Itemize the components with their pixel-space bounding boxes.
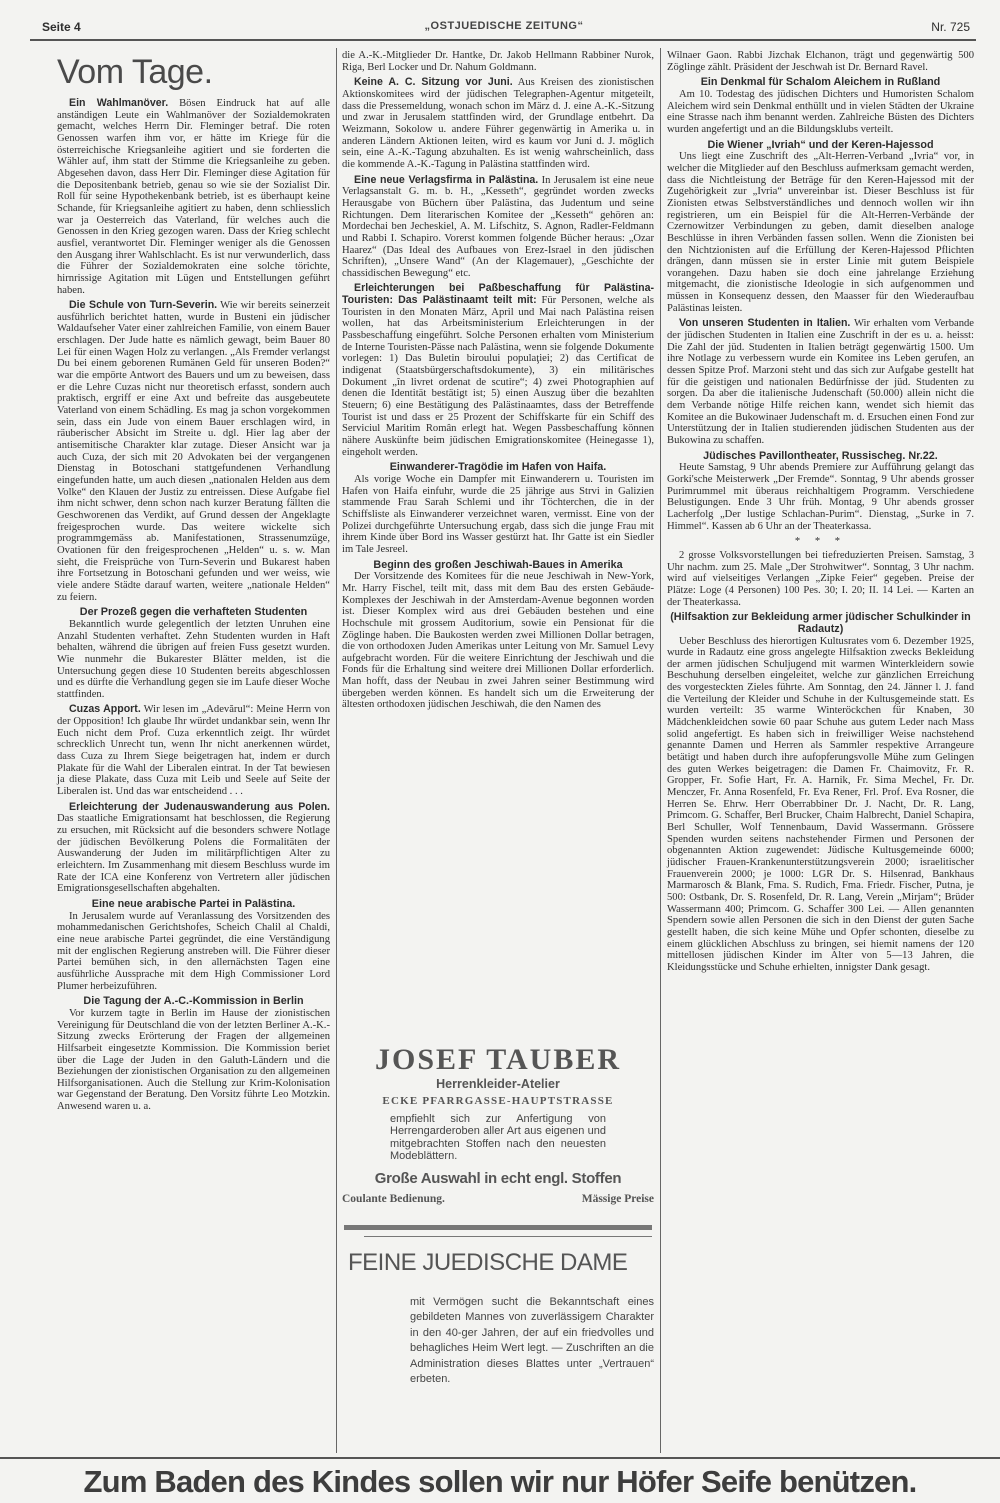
- ad-street: ECKE PFARRGASSE-HAUPTSTRASSE: [382, 1095, 614, 1107]
- article-text: Am 10. Todestag des jüdischen Dichters und Humoristen Schalom Aleichem wird sein Denkmal enthüllt und in vielen Städten der Ukraine eine Strasse nach ihm benannt werden. Zahlreiche Büsten des Dichters wurden angefertigt und an die Bildungsklubs verteilt.: [667, 88, 974, 135]
- article-paragraph: [57, 704, 330, 797]
- article-heading: Keine A. C. Sitzung vor Juni.: [354, 76, 513, 89]
- article-paragraph: [667, 89, 974, 136]
- section-title: Vom Tage.: [57, 53, 213, 91]
- article-paragraph: [342, 474, 654, 556]
- article-heading: Die Schule von Turn-Severin.: [69, 299, 218, 312]
- article-paragraph: [342, 571, 654, 711]
- article-paragraph: [342, 175, 654, 280]
- article-heading: Einwanderer-Tragödie im Hafen von Haifa.: [389, 461, 607, 474]
- article-heading: Der Prozeß gegen die verhafteten Studenten: [79, 606, 308, 619]
- article-text: Für Personen, welche als Touristen in den Monaten März, April und Mai nach Palästina reisen wollen, hat das Arbeitsministerium Erleichterungen in der Passbeschaffung eingeführt. Solche Personen erhalten vom Ministerium de Interne Touristen-Pässe nach Palästina, wenn sie folgende Dokumente vorlegen: 1) Das Buletin biroului populaţiei; 2) das Certificat de indigenat (Staatsbürgerschaftsdokumente), 3) ein militärisches Dokument „în livret ordenat de scutire“; 4) zwei Photographien auf denen die Identität bestätigt ist; 5) einen Auszug über die bezahlten Steuern; 6) eine Bestätigung des Palästinaamtes, dass der Betreffende Tourist ist und dass er 25 Prozent der Schiffskarte für ein Schiff des Serviciul Maritim Român erlegt hat. Wegen Passbeschaffung können nähere Auskünfte beim jüdischen Emigrationskomitee (Heinegasse 1), eingeholt werden.: [342, 295, 654, 458]
- ad-headline: Große Auswahl in echt engl. Stoffen: [374, 1170, 622, 1188]
- article-text: Wir erhalten vom Verbande der jüdischen Studenten in Italien eine Zuschrift in der es u. a. heisst: Die Zahl der jüd. Studenten in Italien beträgt gegenwärtig 1500. Um ihre Notlage zu verbessern wurde ein Komitee ins Leben gerufen, an dessen Spitze Prof. Marzoni steht und das sich zur Aufgabe gestellt hat für die geistigen und nationalen Bedürfnisse der jüd. Studenten zu sorgen. Da aber die italienische Judenschaft (50.000) allein nicht die dem Verbande nötige Hilfe reichen kann, wendet sich hiemit das Komitee an die Bukowinaer Judenschaft m. d. Ersuchen einen Fond zur Unterstützung der in Italien studierenden jüdischen Studenten aus der Bukowina zu schaffen.: [667, 318, 974, 446]
- article-text: Als vorige Woche ein Dampfer mit Einwanderern u. Touristen im Hafen von Haifa einfuhr, wurde die 25 jährige aus Strvi in Galizien stammende Frau Sarah Schlemi und ihr Töchterchen, die in der Schiffsliste als Einwanderer verzeichnet waren, vermisst. Eine von der Polizei durchgeführte Untersuchung ergab, dass sich die junge Frau mit ihrem Kinde über Bord ins Wasser gestürzt hat. Ihr Gatte ist ein Siedler im Tale Jesreel.: [342, 473, 654, 555]
- ad-note-left: Coulante Bedienung.: [342, 1193, 445, 1206]
- article-heading: Eine neue Verlagsfirma in Palästina.: [354, 173, 539, 186]
- separator-stars: * * *: [794, 536, 847, 548]
- article-paragraph: [342, 50, 654, 73]
- article-paragraph: [667, 636, 974, 974]
- advertisement-feine-juedische-dame: [342, 1243, 654, 1387]
- column-divider: [336, 48, 337, 1453]
- column-1: [57, 98, 330, 1117]
- column-2: [342, 50, 654, 715]
- article-paragraph: [57, 911, 330, 993]
- article-heading: Beginn des großen Jeschiwah-Baues in Amerika: [373, 558, 623, 571]
- article-text: Das staatliche Emigrationsamt hat beschlossen, die Regierung zu ersuchen, mit Rücksicht auf die besonders schwere Notlage der jüdischen Bevölkerung Polens die Formalitäten der Auswanderung der Juden im militärpflichtigen Alter zu erleichtern. Im Zusammenhang mit diesem Beschluss wurde im Rate der ICA eine Konferenz von Vertretern aller jüdischen Emigrationsgesellschaften abgehalten.: [57, 813, 330, 895]
- article-paragraph: [667, 151, 974, 314]
- article-heading: Die Wiener „Ivriah“ und der Keren-Hajessod: [707, 138, 934, 151]
- ad-separator: [344, 1225, 652, 1230]
- article-heading: Erleichterungen bei Paßbeschaffung für Palästina-Touristen: Das Palästinaamt teilt mit:: [342, 282, 654, 307]
- article-paragraph: [57, 802, 330, 895]
- article-text: In Jerusalem wurde auf Veranlassung des Vorsitzenden des mohammedanischen Gerichtshofes, Scheich Chalil al Chaldi, eine neue arabische Partei gegründet, die eine Verständigung mit der englischen Regierung anstreben will. Die Führer dieser Partei bemühen sich, in den allernächsten Tagen eine ausführliche Aussprache mit dem High Commissioner Lord Plumer herbeizuführen.: [57, 910, 330, 992]
- header-rule: [30, 39, 976, 41]
- article-paragraph: [342, 283, 654, 458]
- article-text: Bösen Eindruck hat auf alle anständigen Leute ein Wahlmanöver der Sozialdemokraten gemacht, welches Herrn Dir. Fleminger betraf. Die roten Genossen warfen ihm vor, er hätte im Kriege für die österreichische Kriegsanleihe agitiert und sie forderten die Wähler auf, ihm statt der Stimme die Kriegsanleihe zu geben. Abgesehen davon, dass Herr Dir. Fleminger diese Agitation für die Depositenbank betrieb, genau so wie sie der Sozialist Dir. Roll für seine Hypothekenbank betrieb, ist es überhaupt keine Schande, für Kriegsanleihe agitiert zu haben, denn schliesslich war ja Oesterreich das Vaterland, für welches auch die Genossen in den Krieg gezogen waren. Dass der Krieg schlecht ausfiel, verantwortet Dir. Fleminger weniger als die Genossen den Ausgang ihrer Wahlschlacht. Es ist nur verwunderlich, dass die Führer der Sozialdemokraten eine solche törichte, hirnrissige Agitation mit Lügen und Entstellungen geführt haben.: [57, 98, 330, 296]
- article-text: Uns liegt eine Zuschrift des „Alt-Herren-Verband „Ivria“ vor, in welcher die Mitglieder auf den Beschluss aufmerksam gemacht werden, dass die Nichtleistung der Beträge für den Keren-Hajessod mit der Zugehörigkeit zur „Ivria“ unvereinbar ist. Dieser Beschluss ist für Zionisten etwas Selbstverständliches und dennoch wollen wir ihn registrieren, um ein Beispiel für die Alt-Herren-Verbände der Czernowitzer Verbindungen zu geben, damit dieselben analoge Beschlüsse in ihren Verbänden fassen sollen. Wenn die Zionisten bei den Nichtzionisten auf die Erfüllung der Keren-Hajessod Pflichten drängen, dann müssen sie in erster Linie mit gutem Beispiele vorangehen. Dazu haben sie doch eine jahrelange Erziehung mitgemacht, die zionistische Ideologie in sich aufgenommen und müssen in Konsequenz dessen, den Maasser für den Wiederaufbau Palästinas leisten.: [667, 151, 974, 314]
- article-heading: Erleichterung der Judenauswanderung aus Polen.: [69, 800, 330, 813]
- article-text: Heute Samstag, 9 Uhr abends Premiere zur Aufführung gelangt das Gorki'sche Meisterwerk „Der Fremde“. Sonntag, 9 Uhr abends grosser Purimrummel mit überaus reichhaltigem Programm. Verschiedene Belustigungen. Ende 3 Uhr früh. Montag, 9 Uhr abends grosser Lacherfolg „Der lustige Schlachan-Purim“. Dienstag, „Surke in 7. Himmel“. Kassen ab 6 Uhr an der Theaterkassa.: [667, 462, 974, 532]
- article-paragraph: [57, 98, 330, 296]
- article-heading: Cuzas Apport.: [69, 703, 141, 716]
- banner-text: Zum Baden des Kindes sollen wir nur Höfer Seife benützen.: [83, 1464, 917, 1499]
- ad-note-right: Mässige Preise: [581, 1193, 654, 1206]
- article-text: Der Vorsitzende des Komitees für die neue Jeschiwah in New-York, Mr. Harry Fischel, teilt mit, dass mit dem Bau des ersten Gebäude-Komplexes der Jeschiwah in der Amsterdam-Avenue begonnen worden ist. Dieser Komplex wird aus drei Gebäuden bestehen und eine Hochschule mit grossem Auditorium, sowie ein Pensionat für die Zöglinge haben. Die Baukosten werden zwei Millionen Dollar betragen, die von orthodoxen Juden Amerikas unter Leitung von Mr. Samuel Levy aufgebracht worden. Für die weitere Einrichtung der Jeschiwah und die Fonds für die Erhaltung sind weitere drei Millionen Dollar erforderlich. Man hofft, dass der Neubau in zwei Jahren seiner Bestimmung wird übergeben werden können. Es handelt sich um die Erweiterung der ältesten orthodoxen jüdischen Jeschiwah, die den Namen des: [342, 571, 654, 711]
- article-heading: Ein Wahlmanöver.: [69, 97, 169, 109]
- article-paragraph: [667, 50, 974, 73]
- page-header: [30, 14, 978, 36]
- article-text: Aus Kreisen des zionistischen Aktionskomitees wird der jüdischen Telegraphen-Agentur mitgeteilt, dass die Pressemeldung, wonach schon im März d. J. eine A.-K.-Sitzung und zwar in Jerusalem stattfinden wird, der Grundlage entbehrt. Da Weizmann, Sokolow u. andere Führer gegenwärtig in Amerika u. in anderen Ländern Aktionen leiten, wird es kaum vor Juni d. J. möglich sein, eine A.-K.-Tagung abzuhalten. Es ist wenig wahrscheinlich, dass die kommende A.-K.-Tagung in Palästina stattfinden wird.: [342, 77, 654, 170]
- column-3: [667, 50, 974, 978]
- article-heading: Jüdisches Pavillontheater, Russischeg. Nr.22.: [703, 449, 938, 462]
- article-heading: (Hilfsaktion zur Bekleidung armer jüdischer Schulkinder in Radautz): [670, 611, 971, 635]
- article-text: In Jerusalem ist eine neue Verlagsanstalt G. m. b. H., „Kesseth“, gegründet worden zwecks Herausgabe von Büchern über Palästina, das Judentum und seine Richtungen. Dem literarischen Komitee der „Kesseth“ gehören an: Mordechai ben Jecheskiel, A. M. Lifschitz, S. Agnon, Radler-Feldmann und Rabbi I. Schapiro. Vorerst kommen folgende Bücher heraus: „Ozar Haarez“ (Das Ideal des Aufbaues von Erez-Israel in den jüdischen Schriften), „Unsere Wand“ (An der Klagemauer), „Geschichte der chassidischen Bewegung“ etc.: [342, 174, 654, 279]
- article-text: Bekanntlich wurde gelegentlich der letzten Unruhen eine Anzahl Studenten verhaftet. Zehn Studenten wurden in Haft behalten, während die übrigen auf freien Fuss gesetzt wurden. Wie nunmehr die Bukarester Blätter melden, ist die Untersuchung gegen diese 10 Studenten bereits abgeschlossen und es dürfte die Verhandlung gegen sie im Laufe dieser Woche stattfinden.: [57, 618, 330, 700]
- article-text: Ueber Beschluss des hierortigen Kultusrates vom 6. Dezember 1925, wurde in Radautz eine gross angelegte Hilfsaktion zwecks Bekleidung der armen jüdischen Schuljugend mit warmen Winterkleidern sowie Beschuhung derselben eingeleitet, welche zur gänzlichen Erreichung des vorgesteckten Zieles führte. Am Sonntag, den 24. Jänner l. J. fand die Verteilung der Kleider und Schuhe in der Kultusgemeinde statt. Es wurden verteilt: 35 warme Winteröckchen für Knaben, 30 Mädchenkleidchen sowie 60 paar Schuhe aus gutem Leder nach Mass solid angefertigt. Es haben sich in freiwilliger Weise nachstehend genannte Damen und Herren als Sammler respektive Arrangeure betätigt und haben durch ihre aufopferungsvolle Mühe zum Gelingen des guten Werkes beigetragen: die Damen Fr. Chaimovitz, Fr. R. Gropper, Fr. Sofie Hart, Fr. A. Harnik, Fr. Sima Mechel, Fr. Dr. Menczer, Fr. Anna Rosenfeld, Fr. Eva Rener, Frl. Prof. Eva Rosner, die Herren Se. Ehrw. Herr Oberrabbiner Dr. J. Nacht, Dr. R. Lang, Primcom. G. Schaffer, Berl Brucker, Chaim Halbrecht, Daniel Schapira, Berl Schuller, Wolf Tennenbaum, David Wassermann. Grössere Spenden wurden seitens nachstehender Firmen und Personen der obgenannten Aktion zugewendet: Jüdische Kultusgemeinde 6000; jüdischer Frauen-Krankenunterstützungsverein 2000; israelitischer Frauenverein 2000; je 1000: LGR Dr. S. Hilsenrad, Bankhaus Marmarosch & Blank, Fma. S. Rudich, Fma. Friedr. Fischer, Putna, je 500: Ostbank, Dr. S. Rosenfeld, Dr. R. Lang, Verein „Mirjam“; Brüder Wassermann 400; Primcom. G. Schaffer 300 Lei. — Allen genannten Spendern sowie allen Personen die sich in den Dienst der guten Sache gestellt haben, die sich keine Mühe und Opfer schonten, dieselbe zu einem glücklichen Abschluss zu bringen, sei hiemit namens der 120 mittellosen jüdischen Kinder im Alter von 5—13 Jahren, die Kleidungsstücke und Schuhe erhielten, innigster Dank gesagt.: [667, 635, 974, 973]
- article-paragraph: [667, 550, 974, 608]
- footer-rule: [0, 1457, 1000, 1459]
- article-paragraph: [667, 318, 974, 446]
- article-text: die A.-K.-Mitglieder Dr. Hantke, Dr. Jakob Hellmann Rabbiner Nurok, Riga, Berl Locker und Dr. Nahum Goldmann.: [342, 50, 654, 73]
- ad-body: mit Vermögen sucht die Bekanntschaft eines gebildeten Mannes von zuverlässigem Charakter in den 40-ger Jahren, der auf ein friedvolles und behagliches Heim Wert legt. — Zuschriften an die Administration dieses Blattes unter „Vertrauen“ erbeten.: [410, 1296, 654, 1386]
- article-heading: Eine neue arabische Partei in Palästina.: [91, 897, 296, 910]
- article-text: 2 grosse Volksvorstellungen bei tiefreduzierten Preisen. Samstag, 3 Uhr nachm. zum 25. Male „Der Strohwitwer“. Sonntag, 3 Uhr nachm. wird auf vielseitiges Verlangen „Zipke Feier“ gegeben. Preise der Plätze: Loge (4 Personen) 100 Pes. 30; I. 20; II. 14 Lei. — Karten an der Theaterkassa.: [667, 549, 974, 608]
- article-heading: Ein Denkmal für Schalom Aleichem in Rußland: [700, 76, 941, 89]
- ad-separator: [364, 1236, 652, 1237]
- ad-subtitle: Herrenkleider-Atelier: [436, 1077, 560, 1091]
- article-paragraph: [667, 462, 974, 532]
- ad-body: empfiehlt sich zur Anfertigung von Herrengarderoben aller Art aus eigenen und mitgebrachten Stoffen nach den neuesten Modeblättern.: [390, 1113, 606, 1162]
- article-text: Wilnaer Gaon. Rabbi Jizchak Elchanon, trägt und gegenwärtig 500 Zöglinge zählt. Präsident der Jeschwah ist Dr. Bernard Ravel.: [667, 50, 974, 73]
- article-text: Wir lesen im „Adevărul“: Meine Herrn von der Opposition! Ich glaube Ihr würdet undankbar sein, wenn Ihr Euch nicht dem Prof. Cuza erkenntlich zeigt. Ihr würdet schrecklich Unrecht tun, wenn Ihr nicht anerkennen würdet, dass Cuza zu Ihrem Siege beigetragen hat, indem er durch Plakate für die Wahl der Liberalen eintrat. In der Tat bewiesen ja diese Plakate, dass Cuza mit Leib und Seele auf Seite der Liberalen ist. Und das war entscheidend . . .: [57, 704, 330, 798]
- article-text: Wie wir bereits seinerzeit ausführlich berichtet hatten, wurde in Busteni ein jüdischer Waldaufseher Vater einer zahlreichen Familie, von einem Bauer erschlagen. Der Jude hatte es nämlich gewagt, beim Bauer 80 Lei für einen Wagen Holz zu verlangen. „Als Fremder verlangst Du bei einem geborenen Rumänen Geld für unseren Boden?“ war die empörte Antwort des Bauers und um zu beweisen, dass er die Lehre Cuzas nicht nur theoretisch erfasst, sondern auch praktisch, ergriff er eine Axt und befreite das ausgebeutete Vaterland von einem Schädling. Es mag ja schon vorgekommen sein, dass ein Jude von einem Bauer erschlagen wird, in räuberischer Absicht im Streite u. dgl. Hier lag aber der antisemitische Charakter klar zutage. Dieser Ansicht war ja auch Cuza, der sich mit 20 Advokaten bei der vergangenen Dienstag in Botoschani stattgefundenen Verhandlung eingefunden hatte, um auch diesen „nationalen Helden aus dem Volke“ den Klauen der Justiz zu entreissen. Diese Aufgabe fiel ihm nicht schwer, denn schon nach kurzer Beratung fällten die Geschworenen das Verdikt, auf Grund dessen der Angeklagte freigesprochen wurde. Das weitere wickelte sich programmgemäss ab. Manifestationen, Strassenumzüge, Ovationen für den freigesprochenen „Helden“ u. s. w. Man sieht, die Freisprüche von Turn-Severin und Bukarest haben ihre Fortsetzung in Botoschani gefunden und wer weiss, wie viele andere Städte darauf warten, weitere „nationale Helden“ zu feiern.: [57, 300, 330, 603]
- article-heading: Von unseren Studenten in Italien.: [679, 317, 851, 330]
- article-heading: Die Tagung der A.-C.-Kommission in Berlin: [83, 995, 304, 1008]
- article-paragraph: [57, 1008, 330, 1113]
- article-paragraph: [342, 77, 654, 170]
- article-paragraph: [57, 300, 330, 603]
- soap-advertisement-banner: [0, 1463, 1000, 1501]
- ad-name: JOSEF TAUBER: [375, 1043, 621, 1076]
- article-paragraph: [57, 619, 330, 701]
- article-text: Vor kurzem tagte in Berlin im Hause der zionistischen Vereinigung für Deutschland die von der letzten Berliner A.-K.-Sitzung zwecks Erörterung der Fragen der allgemeinen Hilfsarbeit eingesetzte Kommission. Die Kommission beriet über die Lage der Juden in den Galuth-Ländern und die Beziehungen der zionistischen Organisation zu den allgemeinen Hilfsorganisationen. Auch die Stellung zur Krim-Kolonisation war Gegenstand der Beratung. Den Vorsitz führte Leo Motzkin. Anwesend waren u. a.: [57, 1007, 330, 1113]
- ad-name: FEINE JUEDISCHE DAME: [348, 1249, 628, 1276]
- column-divider: [660, 48, 661, 1453]
- advertisement-josef-tauber: [342, 1043, 654, 1223]
- masthead: „OSTJUEDISCHE ZEITUNG“: [424, 20, 584, 32]
- issue-number: Nr. 725: [931, 20, 970, 34]
- page-number: Seite 4: [42, 20, 81, 34]
